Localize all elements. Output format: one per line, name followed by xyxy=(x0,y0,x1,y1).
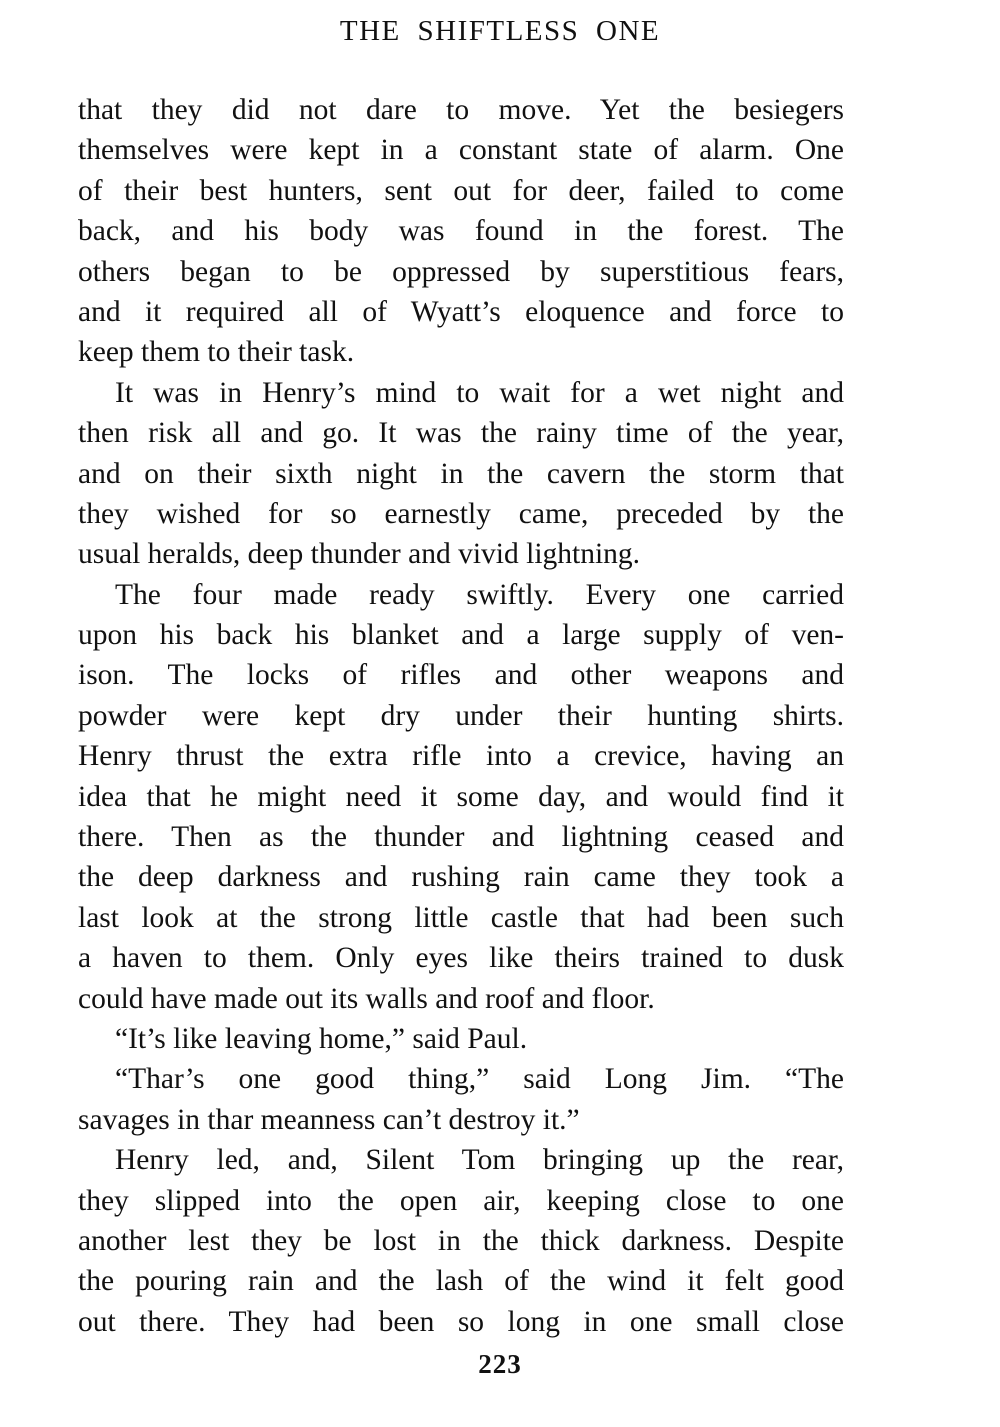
text-line: then risk all and go. It was the rainy time of the year, xyxy=(78,417,844,450)
text-line: idea that he might need it some day, and would find it xyxy=(78,780,844,813)
text-line: Henry led, and, Silent Tom bringing up the rear, xyxy=(115,1144,844,1177)
text-line: the deep darkness and rushing rain came they took a xyxy=(78,861,844,894)
text-line: Henry thrust the extra rifle into a crevice, having an xyxy=(78,740,844,773)
text-line: usual heralds, deep thunder and vivid lightning. xyxy=(78,538,641,571)
text-line: savages in thar meanness can’t destroy it.” xyxy=(78,1103,580,1136)
text-line: the pouring rain and the lash of the wind it felt good xyxy=(78,1265,844,1298)
text-line: ison. The locks of rifles and other weapons and xyxy=(78,659,844,692)
text-line: could have made out its walls and roof and floor. xyxy=(78,982,655,1015)
text-line: back, and his body was found in the forest. The xyxy=(78,215,844,248)
text-line: keep them to their task. xyxy=(78,336,355,369)
text-line: and on their sixth night in the cavern the storm that xyxy=(78,457,844,490)
text-line: they slipped into the open air, keeping close to one xyxy=(78,1184,844,1217)
text-line: there. Then as the thunder and lightning ceased and xyxy=(78,821,844,854)
text-line: and it required all of Wyatt’s eloquence and force to xyxy=(78,295,844,328)
body-text xyxy=(78,90,844,1342)
text-line: last look at the strong little castle that had been such xyxy=(78,901,844,934)
text-line: they wished for so earnestly came, preceded by the xyxy=(78,497,844,530)
text-line: It was in Henry’s mind to wait for a wet night and xyxy=(115,376,844,409)
text-line: that they did not dare to move. Yet the besiegers xyxy=(78,94,844,126)
text-line: upon his back his blanket and a large supply of ven- xyxy=(78,619,844,652)
text-line: powder were kept dry under their hunting shirts. xyxy=(78,699,844,732)
text-line: themselves were kept in a constant state of alarm. One xyxy=(78,134,844,167)
running-head: THE SHIFTLESS ONE xyxy=(339,15,661,47)
text-line: of their best hunters, sent out for deer, failed to come xyxy=(78,174,844,207)
text-line: a haven to them. Only eyes like theirs trained to dusk xyxy=(78,942,844,975)
text-line: The four made ready swiftly. Every one carried xyxy=(115,578,844,611)
text-line: others began to be oppressed by superstitious fears, xyxy=(78,255,844,288)
text-line: another lest they be lost in the thick darkness. Despite xyxy=(78,1224,844,1257)
text-line: “It’s like leaving home,” said Paul. xyxy=(115,1022,528,1055)
page-number: 223 xyxy=(478,1349,522,1379)
text-line: “Thar’s one good thing,” said Long Jim. “The xyxy=(115,1063,844,1096)
text-line: out there. They had been so long in one small close xyxy=(78,1305,844,1338)
